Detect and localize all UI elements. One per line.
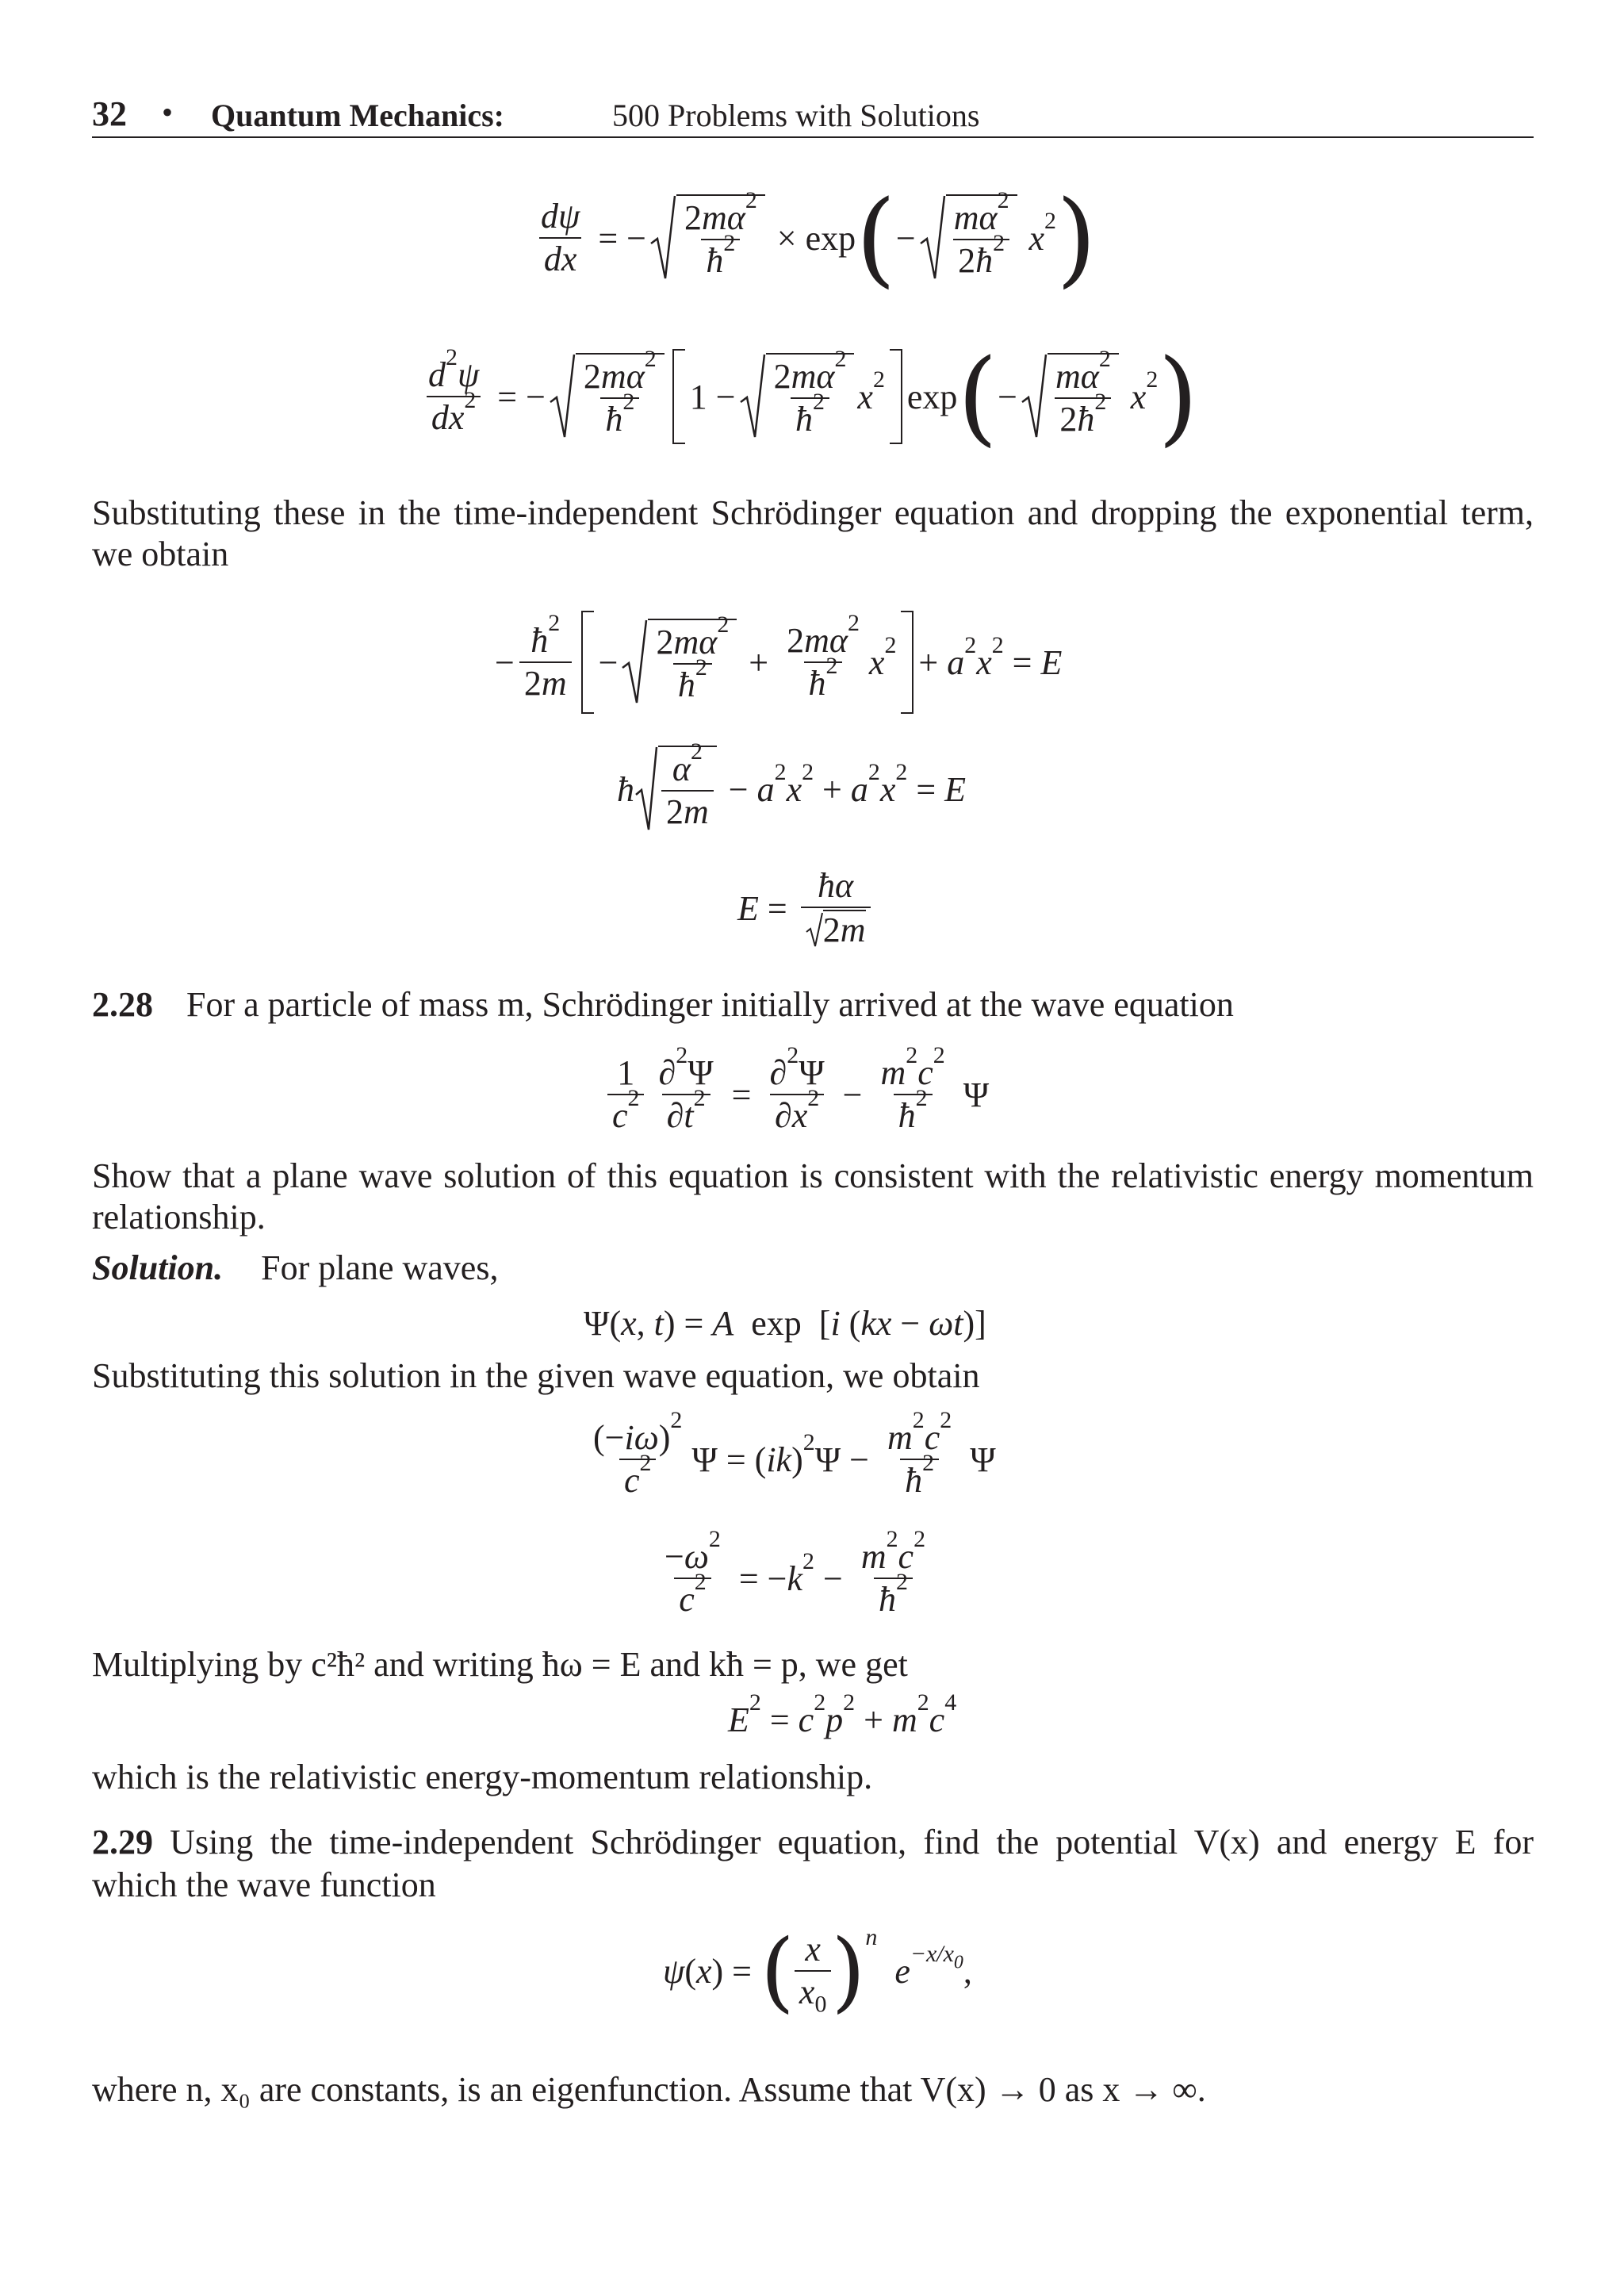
problem-2-29-line-2: which the wave function [92,1865,436,1904]
book-subtitle: 500 Problems with Solutions [612,98,980,133]
page-number: 32 [92,94,127,133]
equation-energy-momentum: $E^2 = c^2p^2 + m^2c^4$ [728,1689,957,1739]
problem-number: 2.28 [92,985,153,1024]
header-rule [92,136,1534,138]
paragraph-substituting-line-2: we obtain [92,535,229,573]
equation-energy-result: E = $\frac{ħ\alpha}{2m}$ [737,861,875,956]
paragraph-substituting-wave: Substituting this solution in the given wave equation, we obtain [92,1356,980,1395]
equation-substituted: − $\frac{ħ^2}{2m}$ − $\frac{2m\alpha^2}{ħ^2}$ + $\frac{2m\alpha^2}{ħ^2}$ $x^2$ + $a^2x^2 = E$ [495,611,1062,714]
equation-substituted-wave: $\frac{(-i\omega)^2}{c^2}$ Ψ = (ik)$^2$Ψ − $\frac{m^2c^2}{ħ^2}$ Ψ [593,1406,996,1500]
solution-intro [92,1247,498,1290]
equation-dpsi-dx: $\frac{d\psi}{dx}$ = − $\frac{2m\alpha^2}{ħ^2}$ × exp ( − $\frac{m\alpha^2}{2ħ^2}$ $x^2$ ) [531,194,1097,282]
paragraph-which: which is the relativistic energy-momentum relationship. [92,1758,873,1796]
header-bullet: • [162,94,174,130]
solution-text: For plane waves, [261,1248,499,1287]
equation-simplified: ħ $\frac{\alpha^2}{2m}$ − $a^2x^2 + a^2x^2 = E$ [617,738,967,831]
equation-plane-wave: Ψ(x, t) = A exp [i (kx − ωt)] [584,1303,986,1343]
problem-2-28 [92,983,1234,1026]
paragraph-show-line-1: Show that a plane wave solution of this equation is consistent with the relativistic energy momentum [92,1156,1534,1195]
problem-2-29-line-1 [92,1821,1534,1864]
book-title: Quantum Mechanics: [211,98,504,133]
problem-statement: For a particle of mass m, Schrödinger initially arrived at the wave equation [186,985,1234,1024]
solution-label: Solution. [92,1248,224,1287]
equation-d2psi-dx2: $\frac{d^2\psi}{dx^2}$ = − $\frac{2m\alpha^2}{ħ^2}$ 1 − $\frac{2m\alpha^2}{ħ^2}$ $x^2$ exp ( − $\frac{m\alpha^2}{2ħ^2}$ $x^2$ ) [419,349,1198,444]
equation-dispersion: $\frac{-\omega^2}{c^2}$ = $-k^2$ − $\frac{m^2c^2}{ħ^2}$ [665,1525,926,1619]
paragraph-where: where n, x₀ are constants, is an eigenfunction. Assume that V(x) → 0 as x → ∞. [92,2070,1206,2109]
paragraph-substituting-line-1: Substituting these in the time-independent Schrödinger equation and dropping the exponential term, [92,493,1534,532]
paragraph-multiplying: Multiplying by c²ħ² and writing ħω = E and kħ = p, we get [92,1645,908,1684]
problem-statement: Using the time-independent Schrödinger equation, find the potential V(x) and energy E for [170,1823,1534,1861]
problem-number: 2.29 [92,1823,153,1861]
equation-klein-gordon: $\frac{1}{c^2}$ $\frac{\partial^2\Psi}{\partial t^2}$ = $\frac{\partial^2\Psi}{\partial x^2}$ − $\frac{m^2c^2}{ħ^2}$ Ψ [603,1047,989,1142]
equation-wave-function: ψ(x) = ( $\frac{x}{x_0}$ ) n $e^{-x/x_0}$, [663,1920,972,2022]
paragraph-show-line-2: relationship. [92,1198,266,1236]
